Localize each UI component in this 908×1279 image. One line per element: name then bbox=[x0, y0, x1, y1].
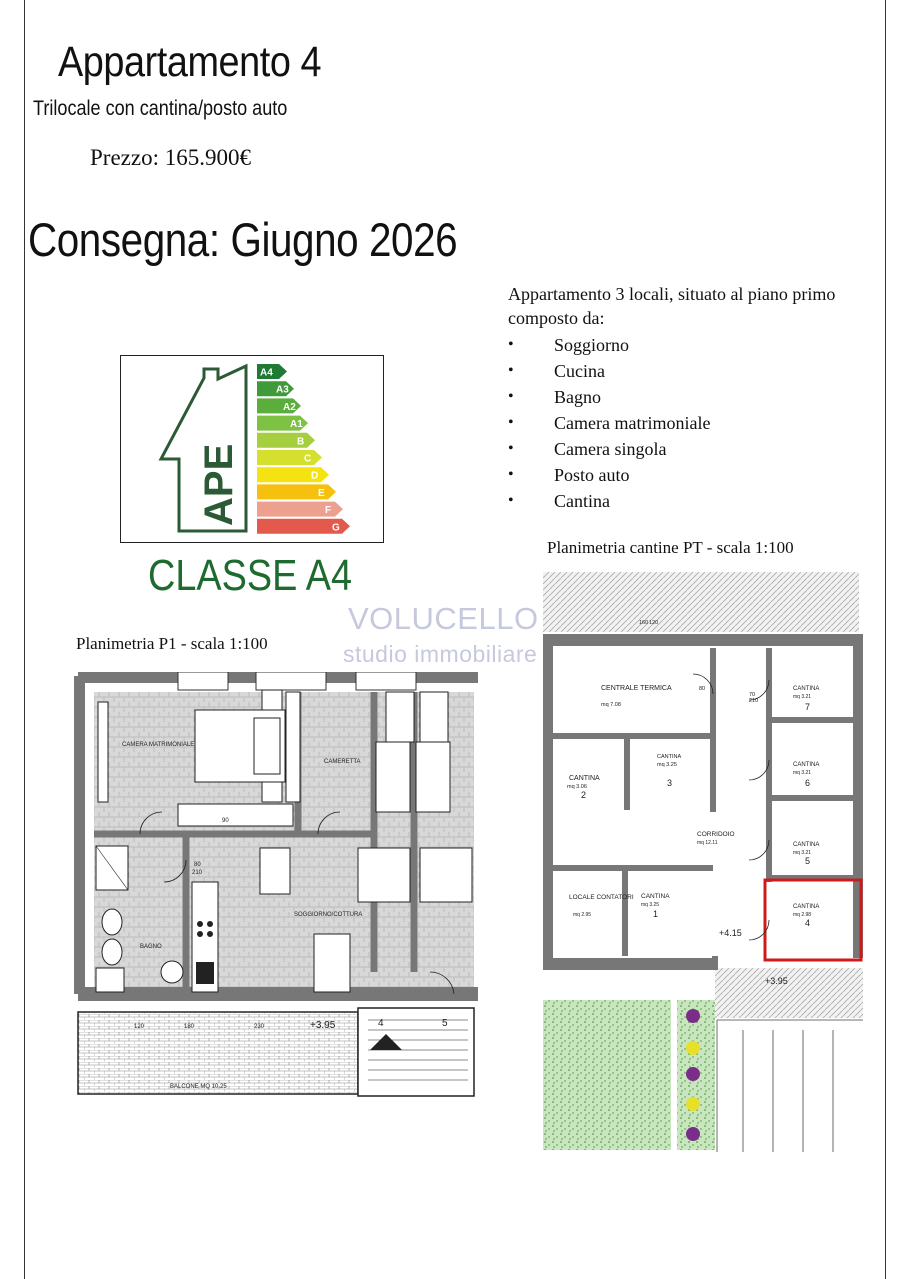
room-label: CENTRALE TERMICA bbox=[601, 685, 672, 692]
energy-label-box bbox=[120, 355, 384, 543]
room-label: BALCONE MQ 10.25 bbox=[170, 1084, 227, 1090]
energy-class-label: A2 bbox=[283, 401, 296, 413]
level-mark: +4.15 bbox=[719, 928, 742, 938]
room-number: 5 bbox=[805, 856, 811, 866]
room-area: mq 12.11 bbox=[697, 840, 718, 846]
room-label: CANTINA bbox=[793, 904, 820, 910]
energy-class-label: A4 bbox=[260, 367, 273, 379]
list-item: • Camera singola bbox=[508, 439, 667, 459]
dimension-label: 210 bbox=[749, 698, 759, 704]
energy-bar-b bbox=[257, 433, 315, 448]
energy-class-label: A3 bbox=[276, 384, 289, 396]
energy-class-label: G bbox=[332, 522, 340, 534]
dimension-label: 90 bbox=[222, 818, 229, 824]
room-area: mq 3.25 bbox=[657, 762, 677, 768]
room-label: CORRIDOIO bbox=[697, 831, 735, 838]
watermark-tagline: studio immobiliare bbox=[343, 641, 538, 667]
highlighted-cellar bbox=[765, 880, 861, 960]
plan-p1-title: Planimetria P1 - scala 1:100 bbox=[76, 634, 268, 653]
page-subtitle: Trilocale con cantina/posto auto bbox=[33, 97, 288, 120]
room-number: 7 bbox=[805, 702, 811, 712]
room-label: CANTINA bbox=[569, 775, 600, 782]
ape-text: APE bbox=[197, 443, 241, 526]
room-label: CANTINA bbox=[657, 754, 682, 760]
dimension-label: 80 bbox=[699, 686, 706, 692]
room-area: mq 2.95 bbox=[573, 912, 592, 918]
room-label: CANTINA bbox=[793, 762, 820, 768]
room-label: CAMERA MATRIMONIALE bbox=[122, 742, 195, 748]
room-label: CAMERETTA bbox=[324, 759, 361, 765]
list-item: • Posto auto bbox=[508, 465, 630, 485]
room-number: 2 bbox=[581, 790, 587, 800]
energy-class-label: D bbox=[311, 470, 319, 482]
room-label: BAGNO bbox=[140, 944, 162, 950]
feature-list bbox=[508, 332, 710, 514]
list-item: • Camera matrimoniale bbox=[508, 413, 711, 433]
list-item: • Bagno bbox=[508, 387, 601, 407]
floor-plan-p1 bbox=[74, 672, 482, 1098]
stair-number: 5 bbox=[442, 1018, 448, 1029]
energy-class-value: CLASSE A4 bbox=[148, 551, 353, 600]
energy-class-label: A1 bbox=[290, 419, 303, 431]
energy-class-label: B bbox=[297, 436, 305, 448]
dimension-label: 210 bbox=[192, 870, 203, 876]
dimension-label: 230 bbox=[254, 1024, 265, 1030]
stair-number: 4 bbox=[378, 1018, 384, 1029]
energy-bar-c bbox=[257, 450, 322, 465]
floor-plan-pt bbox=[543, 572, 863, 1162]
dimension-label: 160 bbox=[639, 620, 649, 626]
apartment-description: Appartamento 3 locali, situato al piano primo composto da: bbox=[508, 284, 836, 328]
dimension-label: 70 bbox=[749, 692, 756, 698]
list-item: • Cucina bbox=[508, 361, 605, 381]
room-area: mq 3.21 bbox=[793, 694, 812, 700]
watermark-brand: VOLUCELLO bbox=[348, 601, 539, 636]
list-item: • Soggiorno bbox=[508, 335, 630, 355]
room-label: LOCALE CONTATORI bbox=[569, 894, 634, 901]
delivery-date: Consegna: Giugno 2026 bbox=[28, 213, 458, 266]
room-label: SOGGIORNO/COTTURA bbox=[294, 912, 363, 918]
dimension-label: 120 bbox=[134, 1024, 145, 1030]
energy-class-bars bbox=[257, 364, 350, 534]
room-number: 3 bbox=[667, 778, 673, 788]
room-number: 1 bbox=[653, 909, 659, 919]
room-label: CANTINA bbox=[793, 686, 820, 692]
room-area: mq 3.25 bbox=[641, 902, 660, 908]
dimension-label: 80 bbox=[194, 862, 201, 868]
room-area: mq 3.21 bbox=[793, 850, 812, 856]
energy-label-graphic bbox=[121, 356, 383, 542]
energy-class-label: F bbox=[325, 505, 332, 517]
level-mark: +3.95 bbox=[310, 1020, 336, 1031]
page-title: Appartamento 4 bbox=[58, 38, 322, 86]
plan-pt-title: Planimetria cantine PT - scala 1:100 bbox=[547, 538, 794, 557]
room-number: 4 bbox=[805, 918, 811, 928]
energy-class-label: C bbox=[304, 453, 312, 465]
level-mark: +3.95 bbox=[765, 976, 788, 986]
list-item: • Cantina bbox=[508, 491, 610, 511]
room-area: mq 2.98 bbox=[793, 912, 812, 918]
energy-class-label: E bbox=[318, 487, 325, 499]
room-label: CANTINA bbox=[793, 842, 820, 848]
room-label: CANTINA bbox=[641, 893, 670, 900]
room-area: mq 3.21 bbox=[793, 770, 812, 776]
price-label: Prezzo: 165.900€ bbox=[90, 145, 251, 170]
room-area: mq 7.08 bbox=[601, 702, 621, 708]
dimension-label: 120 bbox=[649, 620, 659, 626]
dimension-label: 180 bbox=[184, 1024, 195, 1030]
room-area: mq 3.06 bbox=[567, 784, 587, 790]
room-number: 6 bbox=[805, 778, 811, 788]
